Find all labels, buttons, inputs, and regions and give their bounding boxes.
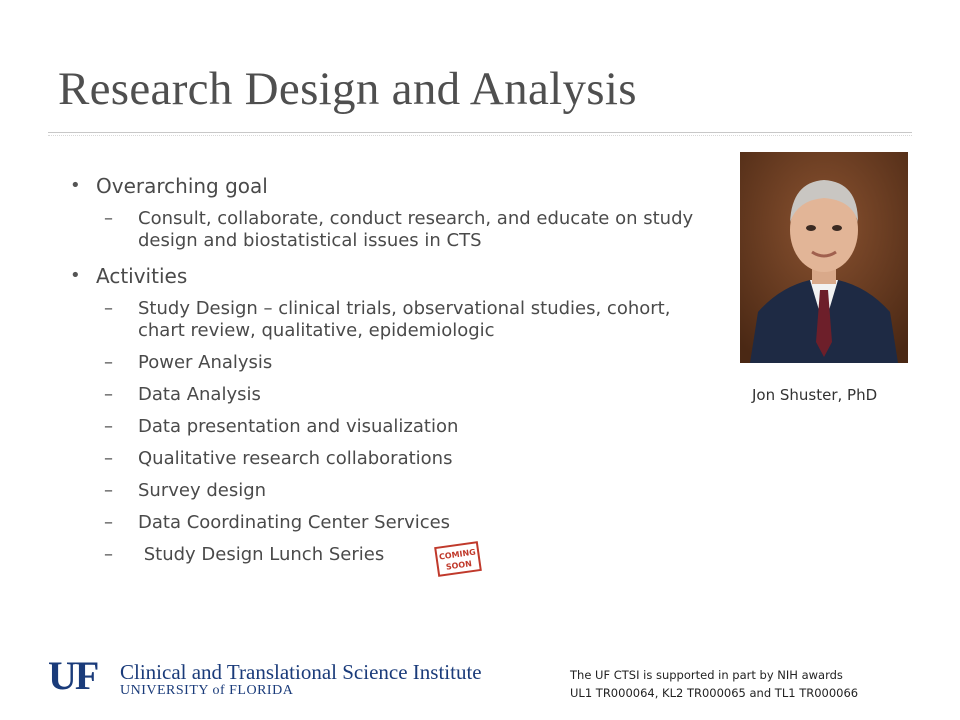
headshot-portrait-icon — [740, 152, 908, 363]
bullet-list — [70, 172, 720, 576]
sub-bullet-text: Data Analysis — [138, 384, 261, 405]
dash-icon: – — [104, 298, 113, 319]
dash-icon: – — [104, 480, 113, 501]
dash-icon: – — [104, 544, 113, 565]
uf-logo-mark: UF — [48, 653, 98, 698]
dash-icon: – — [104, 512, 113, 533]
sub-bullet — [70, 448, 720, 470]
sub-bullet — [70, 384, 720, 406]
bullet-label: Overarching goal — [96, 174, 268, 198]
sub-bullet-text: Power Analysis — [138, 352, 273, 373]
sub-bullet — [70, 416, 720, 438]
bullet-overarching-goal — [70, 172, 720, 200]
title-divider — [48, 132, 912, 133]
sub-bullet — [70, 352, 720, 374]
sub-bullet-text: Qualitative research collaborations — [138, 448, 453, 469]
funding-note — [570, 666, 910, 702]
bullet-label: Activities — [96, 264, 188, 288]
title-divider-dotted — [48, 135, 912, 136]
bullet-dot-icon: • — [70, 265, 81, 286]
sub-bullet-text: Study Design Lunch Series — [138, 544, 385, 565]
university-name: UNIVERSITY of FLORIDA — [120, 683, 294, 698]
bullet-activities — [70, 262, 720, 290]
sub-bullet — [70, 208, 720, 252]
sub-bullet — [70, 544, 720, 566]
slide-title: Research Design and Analysis — [58, 63, 637, 115]
funding-note-line1: The UF CTSI is supported in part by NIH awards — [570, 668, 843, 682]
dash-icon: – — [104, 448, 113, 469]
sub-bullet-text: Study Design – clinical trials, observational studies, cohort, chart review, qualitative, epidemiologic — [138, 298, 671, 341]
sub-bullet-text: Data Coordinating Center Services — [138, 512, 451, 533]
sub-bullet — [70, 298, 720, 342]
sub-bullet — [70, 480, 720, 502]
sub-bullet — [70, 512, 720, 534]
dash-icon: – — [104, 208, 113, 229]
photo-caption: Jon Shuster, PhD — [752, 386, 878, 404]
sub-bullet-text: Data presentation and visualization — [138, 416, 459, 437]
headshot-photo — [740, 152, 908, 363]
bullet-dot-icon: • — [70, 175, 81, 196]
dash-icon: – — [104, 384, 113, 405]
dash-icon: – — [104, 416, 113, 437]
sub-bullet-text: Survey design — [138, 480, 267, 501]
coming-soon-stamp: COMING SOON — [434, 541, 482, 577]
sub-bullet-text: Consult, collaborate, conduct research, and educate on study design and biostatistical issues in CTS — [138, 208, 694, 251]
dash-icon: – — [104, 352, 113, 373]
funding-note-line2: UL1 TR000064, KL2 TR000065 and TL1 TR000066 — [570, 686, 859, 700]
institute-name: Clinical and Translational Science Institute — [120, 660, 482, 684]
